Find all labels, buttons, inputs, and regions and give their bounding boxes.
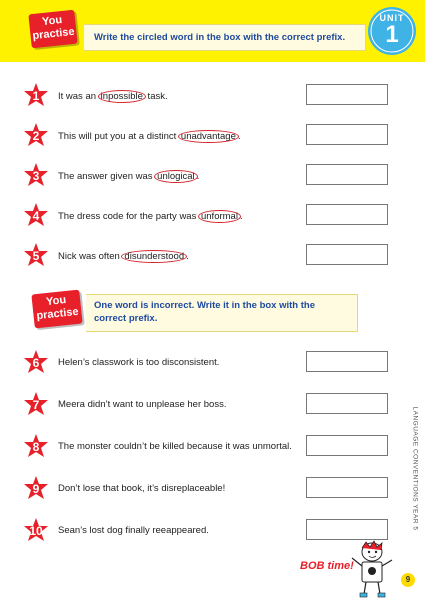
circled-word: unadvantage xyxy=(178,130,239,143)
question-number: 10 xyxy=(29,524,43,538)
side-label xyxy=(410,360,420,580)
circled-word: inpossible xyxy=(98,90,146,103)
answer-box[interactable] xyxy=(306,244,388,265)
instruction-text-2: One word is incorrect. Write it in the box with the correct prefix. xyxy=(94,300,315,324)
answer-box[interactable] xyxy=(306,351,388,372)
circled-word: unformal xyxy=(198,210,241,223)
instruction-banner-1 xyxy=(84,24,366,51)
answer-box[interactable] xyxy=(306,164,388,185)
you-practise-tag xyxy=(28,10,77,49)
instruction-text-1: Write the circled word in the box with the correct prefix. xyxy=(94,32,346,43)
question-number: 4 xyxy=(32,209,40,223)
question-text xyxy=(58,130,241,143)
question-text: Don’t lose that book, it’s disreplaceable! xyxy=(58,483,226,494)
circled-word: disunderstood xyxy=(121,250,187,263)
bob-character-icon xyxy=(348,540,398,598)
circled-word: unlogical xyxy=(154,170,198,183)
unit-label: UNIT xyxy=(379,13,405,23)
question-text-after: . xyxy=(186,251,189,262)
page-number: 9 xyxy=(401,573,415,587)
question-text: Meera didn’t want to unplease her boss. xyxy=(58,399,227,410)
question-number: 1 xyxy=(32,89,40,103)
question-text: The monster couldn’t be killed because it was unmortal. xyxy=(58,441,292,452)
instruction-banner-2 xyxy=(86,294,358,332)
question-number: 6 xyxy=(32,356,40,370)
question-number: 2 xyxy=(32,129,40,143)
question-number: 7 xyxy=(32,398,40,412)
question-number: 3 xyxy=(32,169,40,183)
you-practise-label-2: You practise xyxy=(35,294,80,323)
answer-box[interactable] xyxy=(306,435,388,456)
unit-number: 1 xyxy=(385,21,399,48)
question-text-before: The dress code for the party was xyxy=(58,211,199,222)
answer-box[interactable] xyxy=(306,124,388,145)
you-practise-tag-2 xyxy=(31,290,82,329)
question-text-before: It was an xyxy=(58,91,99,102)
answer-box[interactable] xyxy=(306,204,388,225)
question-number: 8 xyxy=(32,440,40,454)
question-text xyxy=(58,170,199,183)
side-label-text: LANGUAGE CONVENTIONS YEAR 5 xyxy=(411,406,419,531)
you-practise-label: You practise xyxy=(31,14,76,43)
question-text-before: This will put you at a distinct xyxy=(58,131,179,142)
question-number: 9 xyxy=(32,482,40,496)
question-text-before: The answer given was xyxy=(58,171,156,182)
answer-box[interactable] xyxy=(306,393,388,414)
question-text xyxy=(58,250,189,263)
question-text-after: . xyxy=(237,131,241,142)
question-text xyxy=(58,210,243,223)
bob-time-label: BOB time! xyxy=(300,560,354,572)
question-text-before: Nick was often xyxy=(58,251,123,262)
question-text: Helen’s classwork is too disconsistent. xyxy=(58,357,220,368)
answer-box[interactable] xyxy=(306,477,388,498)
question-number: 5 xyxy=(32,249,40,263)
question-text-after: task. xyxy=(144,91,168,102)
question-text-after: . xyxy=(239,211,243,222)
question-text: Sean’s lost dog finally reeappeared. xyxy=(58,525,209,536)
answer-box[interactable] xyxy=(306,519,388,540)
answer-box[interactable] xyxy=(306,84,388,105)
question-text-after: . xyxy=(196,171,200,182)
question-text xyxy=(58,90,168,103)
